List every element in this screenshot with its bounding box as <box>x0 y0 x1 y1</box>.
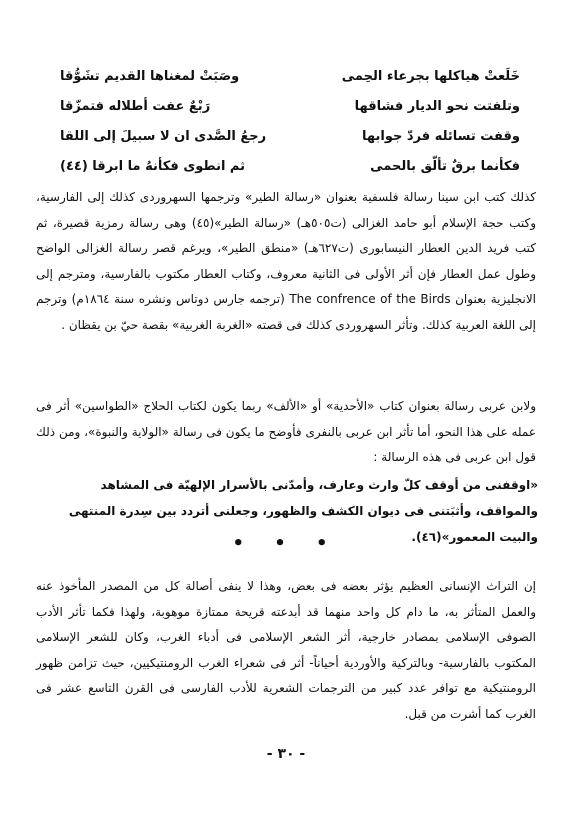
verse-first-hemistich: وتلفتت نحو الديار فشاقها <box>354 99 520 114</box>
verse-second-hemistich: ثم انطوى فكأنهُ ما ابرقا (٤٤) <box>60 159 246 174</box>
paragraph-human-heritage: إن التراث الإنسانى العظيم يؤثر بعضه فى بعض، وهذا لا ينفى أصالة كل من المصدر المأخوذ عنه والعمل المتأثر به، ما دام كل واحد منهما قد أبدعته قريحة ممتازة موهوبة، ولهذا فكما تأثر الأدب الصوفى الإسلامى بمصادر خارجية، أثر الشعر الإسلامى فى أدباء الغرب، وكان للشعر الإسلامى المكتوب بالفارسية- وبالتركية والأوردية أحياناً- أثر فى شعراء الغرب الرومنتيكيين، حيث تزامن ظهور الرومنتيكية مع توافر عدد كبير من الترجمات الشعرية للأدب الفارسى فى القرن التاسع عشر فى الغرب كما أشرت من قبل. <box>36 579 536 721</box>
verse-second-hemistich: رجعُ الصَّدى ان لا سبيلَ إلى اللقا <box>60 129 267 144</box>
paragraph-bird-treatises: كذلك كتب ابن سينا رسالة فلسفية بعنوان «رسالة الطير» وترجمها السهروردى كذلك إلى الفارسية، وكتب حجة الإسلام أبو حامد الغزالى (ت٥٠٥هـ) «رسالة الطير»(٤٥) وهى رسالة رمزية قصيرة، ثم كتب فريد الدين العطار النيسابورى (ت٦٢٧هـ) «منطق الطير»، ويرغم قصر رسالة الغزالى الواضح وطول عمل العطار فإن أثر الأولى فى الثانية معروف، وكتاب العطار مكتوب بالفارسية، ومترجم إلى الانجليزية بعنوان The confrence of the Birds (ترجمه جارس دوتاس ونشره سنة ١٨٦٤م) وترجم إلى اللغة العربية كذلك. وتأثر السهروردى كذلك فى قصته «الغربة الغربية» بقصة حيّ بن يقظان . <box>36 190 537 332</box>
section-divider: • • • <box>232 533 340 554</box>
verse-first-hemistich: فكأنما برقٌ تألّق بالحمى <box>370 159 520 174</box>
poem-verse <box>60 62 520 92</box>
verse-first-hemistich: وقفت تسائله فردّ جوابها <box>362 129 520 144</box>
page-number: - ٣٠ - <box>266 746 306 762</box>
paragraph-ibn-arabi: ولابن عربى رسالة بعنوان كتاب «الأحدية» أو «الألف» ربما يكون لكتاب الحلاج «الطواسين» أثر فى عمله على هذا النحو، أما تأثر ابن عربى بالنفرى فأوضح ما يكون فى رسالة «الولاية والنبوة»، ومن ذلك قول ابن عربى فى هذه الرسالة : <box>36 399 536 464</box>
verse-first-hemistich: خَلَعتْ هياكلها بجرعاء الحِمى <box>341 69 520 84</box>
verse-second-hemistich: وصَبَتْ لمغناها القديم تشَوُّقا <box>60 69 240 84</box>
poem-verse <box>60 152 520 182</box>
poem-verse <box>60 92 520 122</box>
poem <box>60 62 520 182</box>
block-quote: «اوقفنى من أوقف كلّ وارث وعارف، وأمدّنى بالأسرار الإلهيّة فى المشاهد والمواقف، وأثبَتنى فى ديوان الكشف والظهور، وجعلنى أتردد بين سِدرة المنتهى والبيت المعمور»(٤٦). <box>68 478 538 544</box>
verse-second-hemistich: رَبْعٌ عفت أطلاله فتمزّقا <box>60 99 211 114</box>
poem-verse <box>60 122 520 152</box>
